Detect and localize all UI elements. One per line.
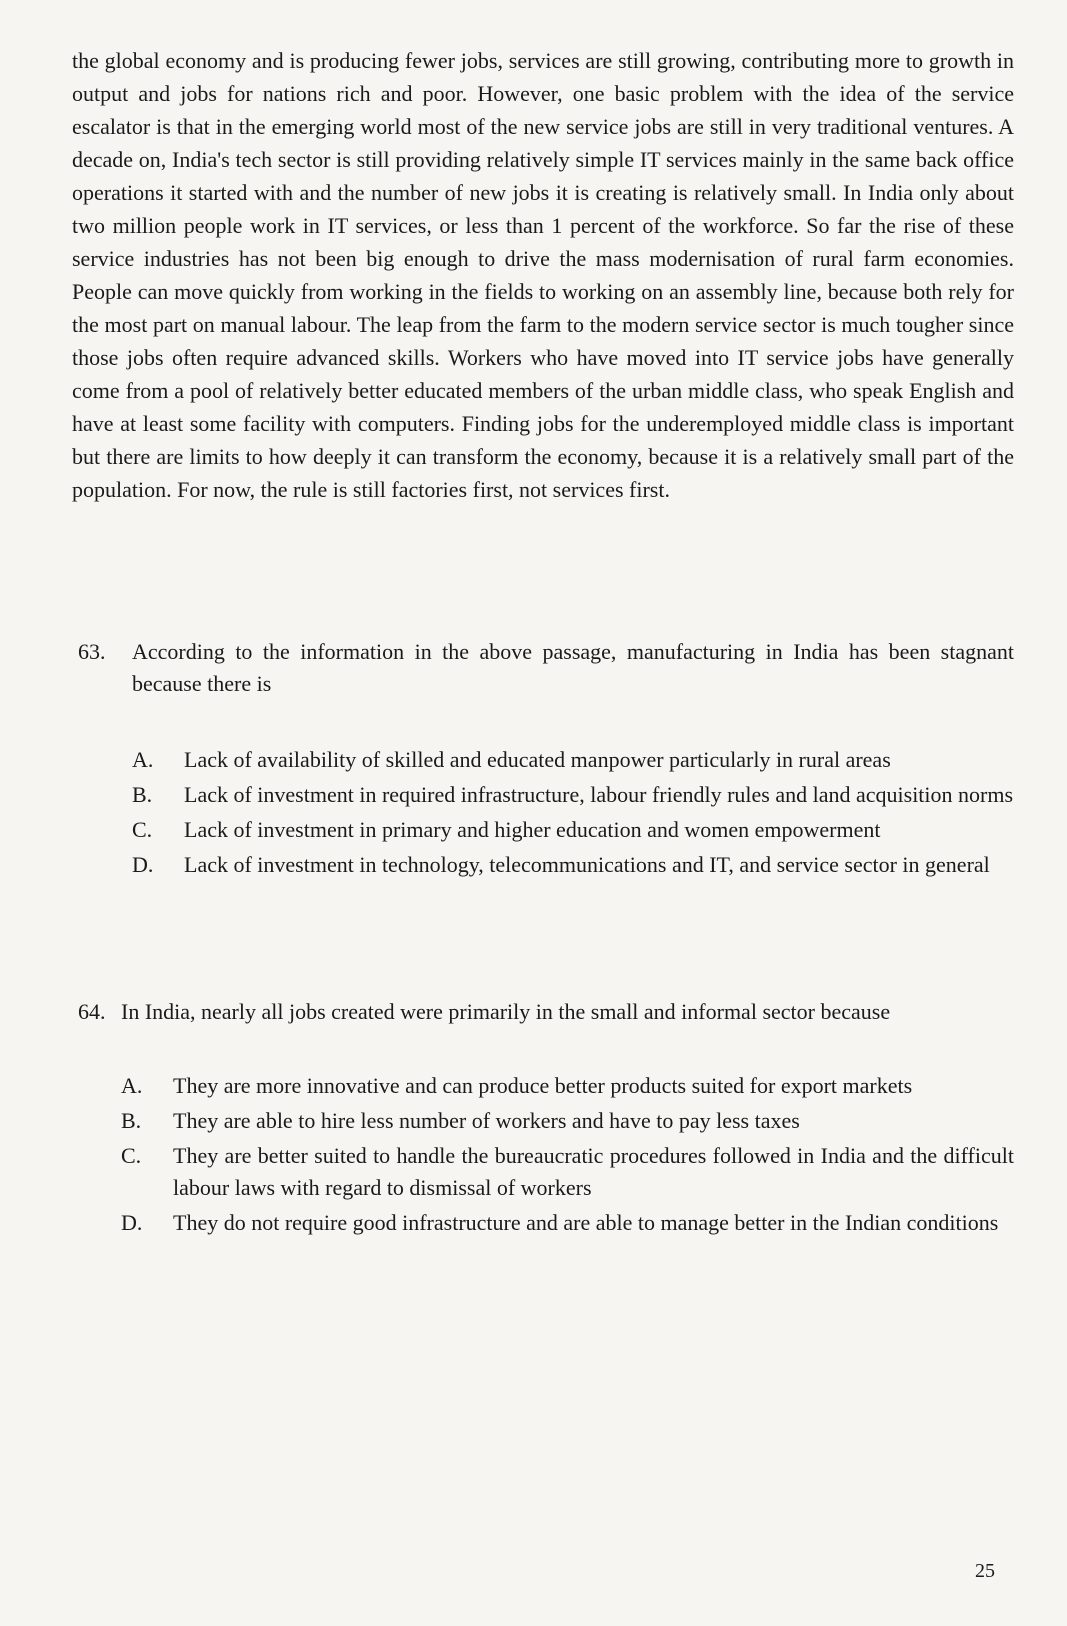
- option-letter: A.: [132, 747, 154, 772]
- option-d: [132, 849, 1014, 881]
- question-stem: [78, 996, 1014, 1028]
- option-letter: B.: [132, 782, 153, 807]
- page-number: 25: [975, 1560, 995, 1582]
- passage-text: the global economy and is producing fewer jobs, services are still growing, contributing more to growth in output and jobs for nations rich and poor. However, one basic problem with the idea of the service escalator is that in the emerging world most of the new service jobs are still in very traditional ventures. A decade on, India's tech sector is still providing relatively simple IT services mainly in the same back office operations it started with and the number of new jobs it is creating is relatively small. In India only about two million people work in IT services, or less than 1 percent of the workforce. So far the rise of these service industries has not been big enough to drive the mass modernisation of rural farm economies. People can move quickly from working in the fields to working on an assembly line, because both rely for the most part on manual labour. The leap from the farm to the modern service sector is much tougher since those jobs often require advanced skills. Workers who have moved into IT service jobs have generally come from a pool of relatively better educated members of the urban middle class, who speak English and have at least some facility with computers. Finding jobs for the underemployed middle class is important but there are limits to how deeply it can transform the economy, because it is a relatively small part of the population. For now, the rule is still factories first, not services first.: [72, 48, 1014, 502]
- option-letter: C.: [121, 1143, 142, 1168]
- option-text: Lack of investment in primary and higher education and women empowerment: [184, 817, 881, 842]
- option-letter: B.: [121, 1108, 142, 1133]
- option-letter: D.: [132, 852, 154, 877]
- option-text: Lack of investment in required infrastructure, labour friendly rules and land acquisition norms: [184, 782, 1014, 807]
- answer-options: [132, 744, 1014, 881]
- option-text: Lack of investment in technology, telecommunications and IT, and service sector in general: [184, 852, 990, 877]
- question-63: [78, 636, 1014, 884]
- option-text: They are able to hire less number of workers and have to pay less taxes: [173, 1108, 800, 1133]
- option-a: [121, 1070, 1014, 1102]
- option-letter: C.: [132, 817, 153, 842]
- option-text: They do not require good infrastructure and are able to manage better in the Indian conditions: [173, 1210, 999, 1235]
- option-b: [121, 1105, 1014, 1137]
- option-b: [132, 779, 1014, 811]
- option-a: [132, 744, 1014, 776]
- option-letter: D.: [121, 1210, 143, 1235]
- option-c: [132, 814, 1014, 846]
- option-letter: A.: [121, 1073, 143, 1098]
- question-number: 63.: [78, 639, 106, 664]
- question-stem: [78, 636, 1014, 700]
- question-text: According to the information in the above passage, manufacturing in India has been stagnant because there is: [132, 639, 1014, 696]
- option-d: [121, 1207, 1014, 1239]
- question-text: In India, nearly all jobs created were primarily in the small and informal sector because: [121, 999, 891, 1024]
- option-text: Lack of availability of skilled and educated manpower particularly in rural areas: [184, 747, 891, 772]
- option-text: They are better suited to handle the bureaucratic procedures followed in India and the difficult labour laws with regard to dismissal of workers: [173, 1143, 1014, 1200]
- question-64: [78, 996, 1014, 1242]
- answer-options: [121, 1070, 1014, 1239]
- option-text: They are more innovative and can produce better products suited for export markets: [173, 1073, 913, 1098]
- option-c: [121, 1140, 1014, 1204]
- question-number: 64.: [78, 999, 106, 1024]
